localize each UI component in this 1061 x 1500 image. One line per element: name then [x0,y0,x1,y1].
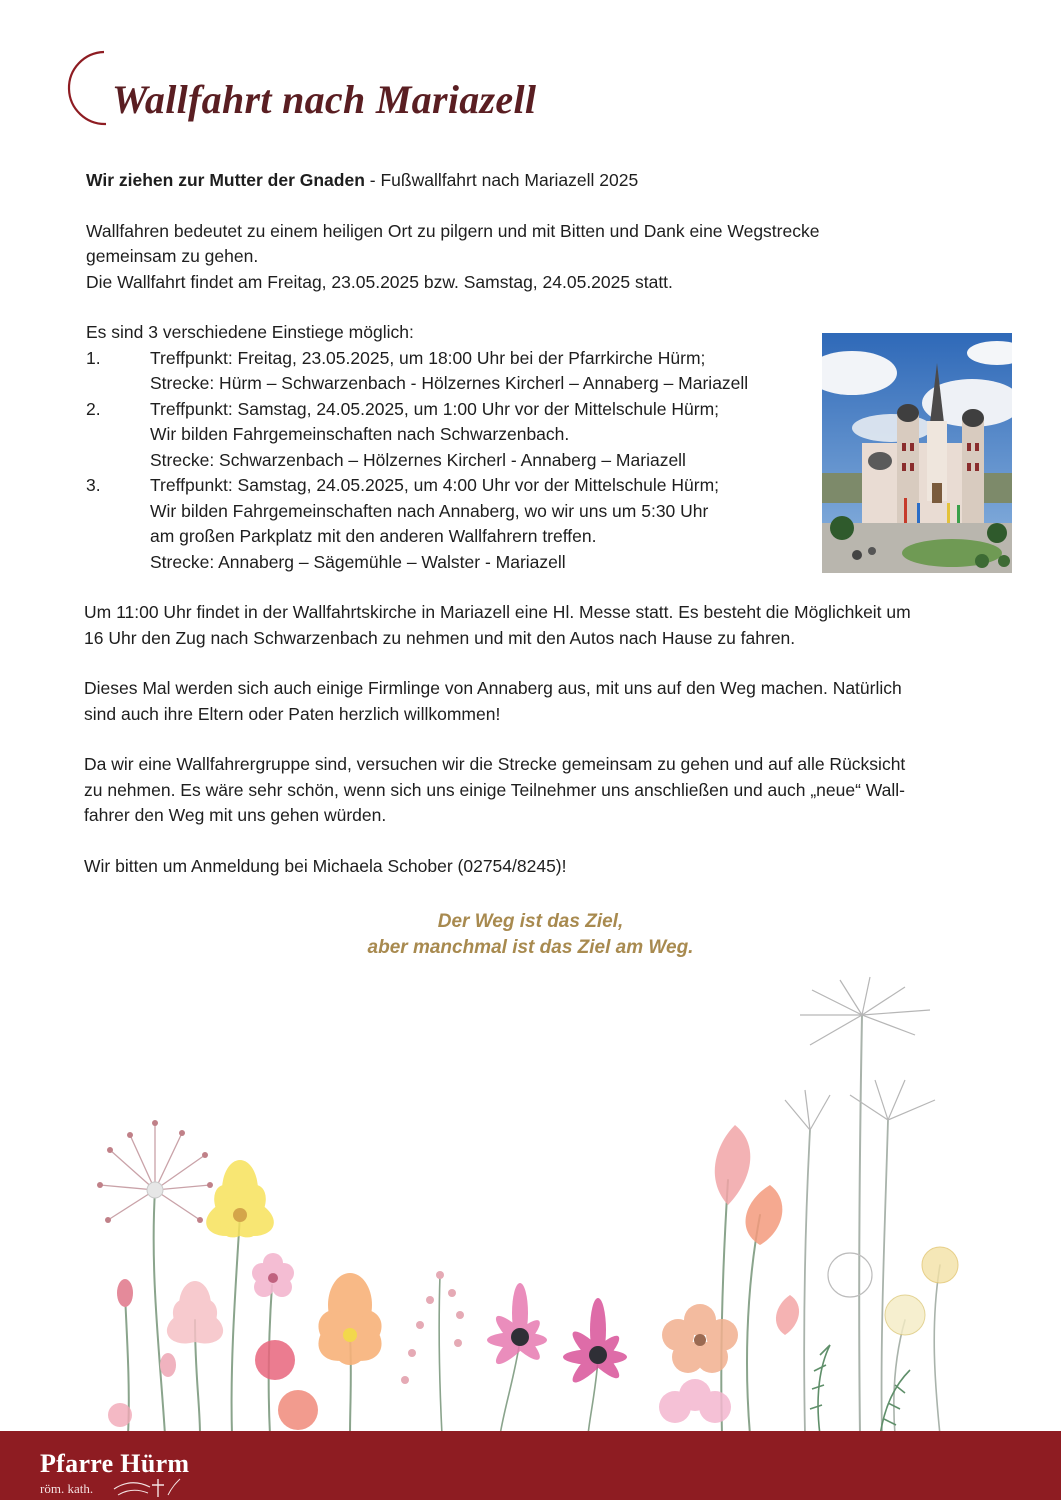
registration-line: Wir bitten um Anmeldung bei Michaela Schober (02754/8245)! [84,855,567,876]
closing-quote [0,909,1061,961]
page-title: Wallfahrt nach Mariazell [112,77,537,122]
list-item-line: Wir bilden Fahrgemeinschaften nach Schwarzenbach. [150,424,570,444]
list-item-line: Strecke: Hürm – Schwarzenbach - Hölzernes Kircherl – Annaberg – Mariazell [150,373,749,393]
footer-bar [0,1431,1061,1500]
basilica-photo [822,333,1012,573]
list-item-line: Treffpunkt: Samstag, 24.05.2025, um 4:00 Uhr vor der Mittelschule Hürm; [150,475,720,495]
intro-bold: Wir ziehen zur Mutter der Gnaden [86,170,365,190]
parish-logo-icon [112,1475,182,1499]
footer-parish-name: Pfarre Hürm [40,1449,190,1478]
list-item [86,346,816,397]
para-firmlinge-line2: sind auch ihre Eltern oder Paten herzlich willkommen! [84,703,501,724]
intro-line [86,168,986,194]
quote-line2: aber manchmal ist das Ziel am Weg. [367,937,694,958]
quote-line1: Der Weg ist das Ziel, [437,911,624,932]
footer-subtitle: röm. kath. [40,1481,94,1496]
list-item-line: Treffpunkt: Samstag, 24.05.2025, um 1:00 Uhr vor der Mittelschule Hürm; [150,398,720,419]
intro-rest: - Fußwallfahrt nach Mariazell 2025 [364,170,639,190]
flower-illustration [0,975,1061,1435]
para-mass-line1: Um 11:00 Uhr findet in der Wallfahrtskirche in Mariazell eine Hl. Messe statt. Es besteht die Möglichkeit um [84,602,911,622]
options-list [86,346,816,576]
list-item-line: Wir bilden Fahrgemeinschaften nach Annaberg, wo wir uns um 5:30 Uhr [150,500,709,521]
list-item-number: 1. [86,347,101,368]
title-block [56,46,756,136]
para-pilgrimage-line2: gemeinsam zu gehen. [86,246,259,266]
list-item [86,473,816,575]
para-mass-line2: 16 Uhr den Zug nach Schwarzenbach zu nehmen und mit den Autos nach Hause zu fahren. [84,627,796,648]
para-pilgrimage-line3: Die Wallfahrt findet am Freitag, 23.05.2025 bzw. Samstag, 24.05.2025 statt. [86,271,673,292]
list-item-line: Strecke: Schwarzenbach – Hölzernes Kircherl - Annaberg – Mariazell [150,449,686,470]
para-group-line2: zu nehmen. Es wäre sehr schön, wenn sich uns einige Teilnehmer uns anschließen und auch „neue“ Wall- [84,779,906,800]
list-item-number: 3. [86,475,101,495]
options-heading: Es sind 3 verschiedene Einstiege möglich: [86,322,414,342]
list-item [86,397,816,474]
list-item-line: Strecke: Annaberg – Sägemühle – Walster - Mariazell [150,551,566,572]
list-item-line: Treffpunkt: Freitag, 23.05.2025, um 18:00 Uhr bei der Pfarrkirche Hürm; [150,347,706,368]
para-pilgrimage-line1: Wallfahren bedeutet zu einem heiligen Ort zu pilgern und mit Bitten und Dank eine Wegstrecke [86,220,820,241]
para-firmlinge-line1: Dieses Mal werden sich auch einige Firmlinge von Annaberg aus, mit uns auf den Weg machen. Natürlich [84,678,902,698]
para-group-line1: Da wir eine Wallfahrergruppe sind, versuchen wir die Strecke gemeinsam zu gehen und auf alle Rücksicht [84,754,906,774]
list-item-number: 2. [86,398,101,419]
para-group-line3: fahrer den Weg mit uns gehen würden. [84,805,387,825]
list-item-line: am großen Parkplatz mit den anderen Wallfahrern treffen. [150,526,597,546]
